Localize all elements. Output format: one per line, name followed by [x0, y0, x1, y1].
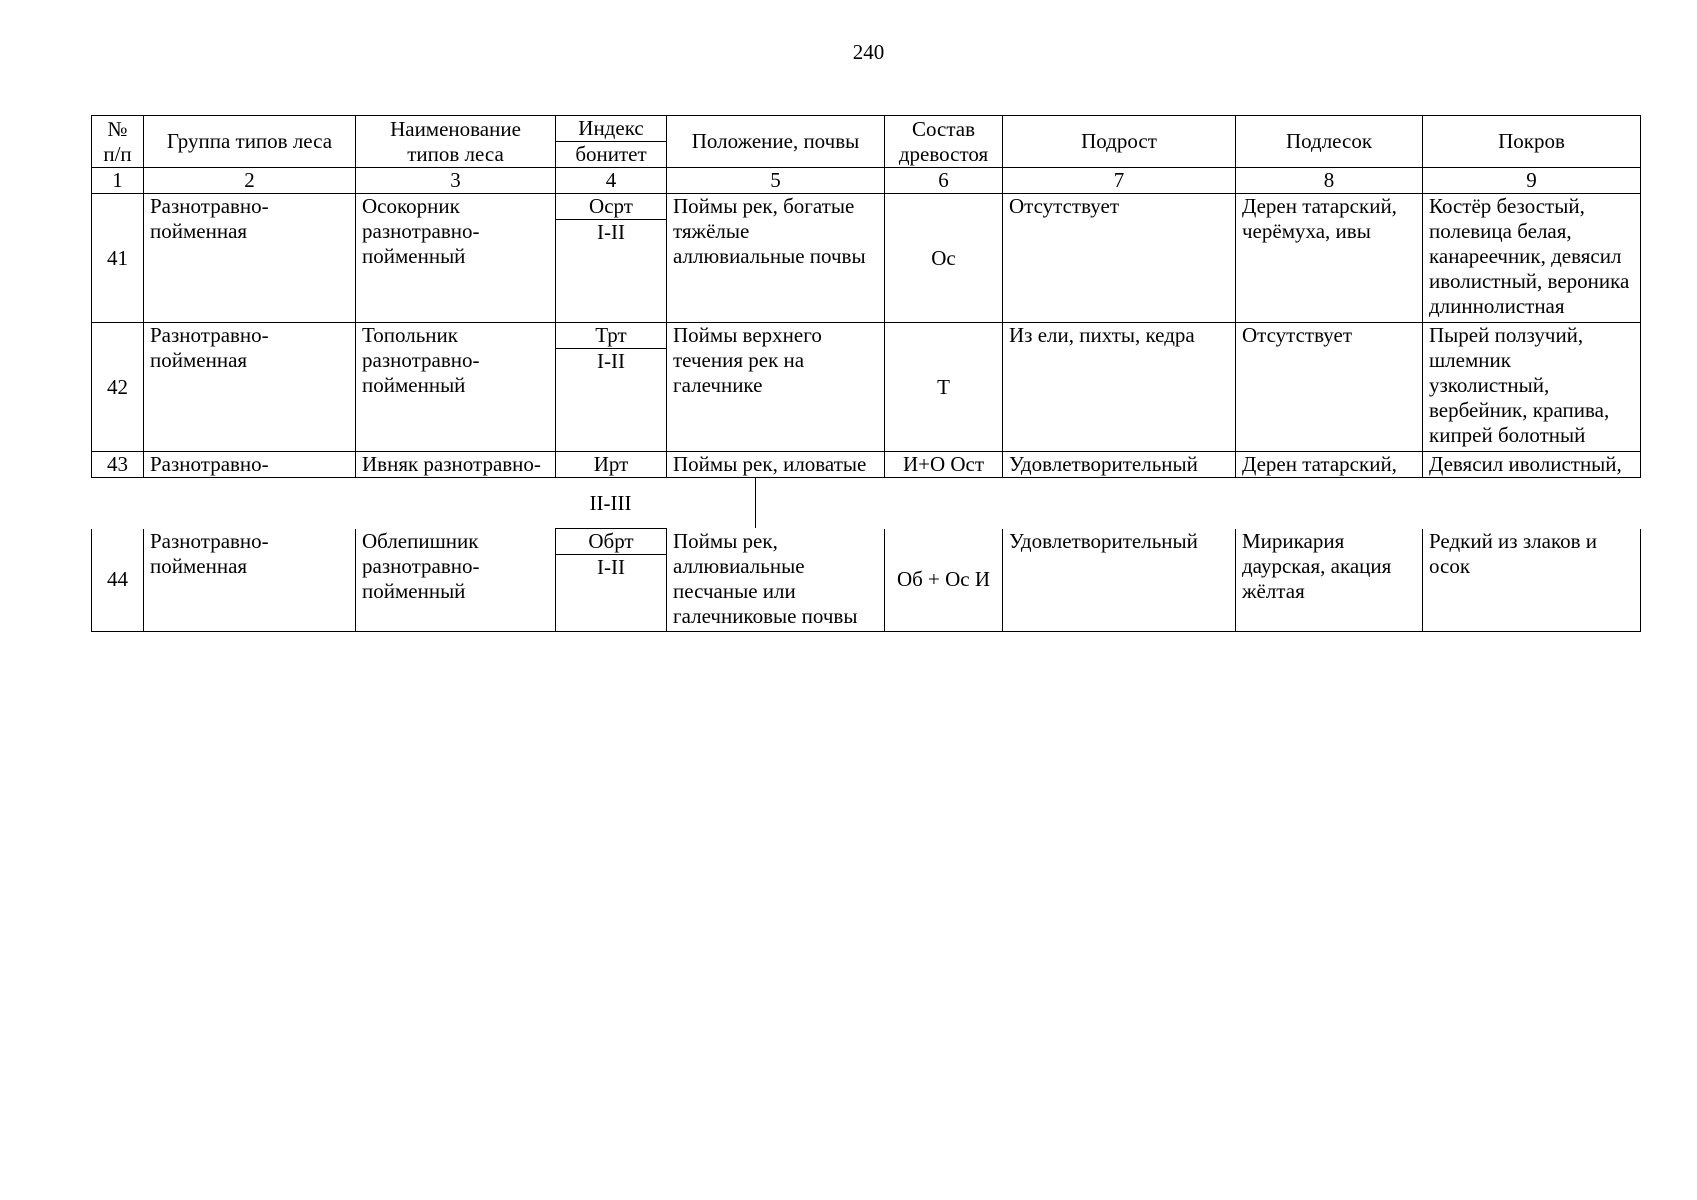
row-bonitet: II-III — [589, 491, 632, 515]
row-number: 42 — [92, 323, 144, 452]
row-index: Осрт — [556, 194, 667, 220]
row-cover: Редкий из злаков и осок — [1423, 529, 1641, 632]
table-row — [92, 323, 1641, 349]
column-number: 9 — [1423, 168, 1641, 194]
header-bonitet: бонитет — [556, 142, 667, 168]
page-break-gap — [91, 478, 1640, 528]
header-composition-line2: древостоя — [898, 141, 989, 166]
row-number: 44 — [92, 529, 144, 632]
row-cover: Костёр безостый, полевица белая, канареечник, девясил иволистный, вероника длиннолистная — [1423, 194, 1641, 323]
row-number: 43 — [92, 452, 144, 478]
row-composition: И+О Ост — [885, 452, 1003, 478]
row-composition: Ос — [885, 194, 1003, 323]
header-num-line1: № — [107, 116, 128, 141]
row-index: Обрт — [556, 529, 667, 555]
row-position-soil: Поймы верхнего течения рек на галечнике — [667, 323, 885, 452]
header-row — [92, 116, 1641, 142]
row-cover: Пырей ползучий, шлемник узколистный, вербейник, крапива, кипрей болотный — [1423, 323, 1641, 452]
page-number: 240 — [852, 40, 885, 64]
header-name — [356, 116, 556, 168]
row-group: Разнотравно-пойменная — [144, 194, 356, 323]
column-number: 7 — [1003, 168, 1236, 194]
row-position-soil: Поймы рек, аллювиальные песчаные или галечниковые почвы — [667, 529, 885, 632]
table-main — [91, 115, 1641, 478]
row-group: Разнотравно-пойменная — [144, 529, 356, 632]
header-composition — [885, 116, 1003, 168]
column-number: 5 — [667, 168, 885, 194]
column-number: 3 — [356, 168, 556, 194]
row-group: Разнотравно- — [144, 452, 356, 478]
column-number: 8 — [1236, 168, 1423, 194]
table-row — [92, 529, 1641, 555]
table-row — [92, 194, 1641, 220]
row-undergrowth: Удовлетворительный — [1003, 452, 1236, 478]
column-number: 6 — [885, 168, 1003, 194]
column-numbers-row — [92, 168, 1641, 194]
row-cover: Девясил иволистный, — [1423, 452, 1641, 478]
row-underwood: Дерен татарский, черёмуха, ивы — [1236, 194, 1423, 323]
row-position-soil: Поймы рек, богатые тяжёлые аллювиальные почвы — [667, 194, 885, 323]
header-index: Индекс — [556, 116, 667, 142]
header-num-line2: п/п — [103, 141, 132, 166]
column-number: 2 — [144, 168, 356, 194]
row-undergrowth: Удовлетворительный — [1003, 529, 1236, 632]
header-position: Положение, почвы — [667, 116, 885, 168]
column-number: 4 — [556, 168, 667, 194]
header-composition-line1: Состав — [911, 116, 976, 141]
row-bonitet: I-II — [556, 220, 667, 323]
row-bonitet: I-II — [556, 349, 667, 452]
row-underwood: Дерен татарский, — [1236, 452, 1423, 478]
header-group: Группа типов леса — [144, 116, 356, 168]
row-undergrowth: Отсутствует — [1003, 194, 1236, 323]
row-name: Ивняк разнотравно- — [356, 452, 556, 478]
row-position-soil: Поймы рек, иловатые — [667, 452, 885, 478]
row-index: Ирт — [556, 452, 667, 478]
row-name: Топольник разнотравно-пойменный — [356, 323, 556, 452]
column-number: 1 — [92, 168, 144, 194]
row-name: Облепишник разнотравно-пойменный — [356, 529, 556, 632]
header-cover: Покров — [1423, 116, 1641, 168]
table-row — [92, 452, 1641, 478]
header-num — [92, 116, 144, 168]
gap-divider — [755, 478, 756, 528]
header-undergrowth: Подрост — [1003, 116, 1236, 168]
row-composition: Т — [885, 323, 1003, 452]
row-bonitet: I-II — [556, 555, 667, 632]
header-name-line2: типов леса — [407, 141, 504, 166]
forest-types-table — [91, 115, 1640, 632]
table-continued — [91, 528, 1641, 632]
header-name-line1: Наименование — [390, 116, 521, 141]
row-index: Трт — [556, 323, 667, 349]
row-number: 41 — [92, 194, 144, 323]
row-composition: Об + Ос И — [885, 529, 1003, 632]
row-underwood: Мирикария даурская, акация жёлтая — [1236, 529, 1423, 632]
row-undergrowth: Из ели, пихты, кедра — [1003, 323, 1236, 452]
row-underwood: Отсутствует — [1236, 323, 1423, 452]
row-name: Осокорник разнотравно-пойменный — [356, 194, 556, 323]
row-group: Разнотравно-пойменная — [144, 323, 356, 452]
header-underwood: Подлесок — [1236, 116, 1423, 168]
